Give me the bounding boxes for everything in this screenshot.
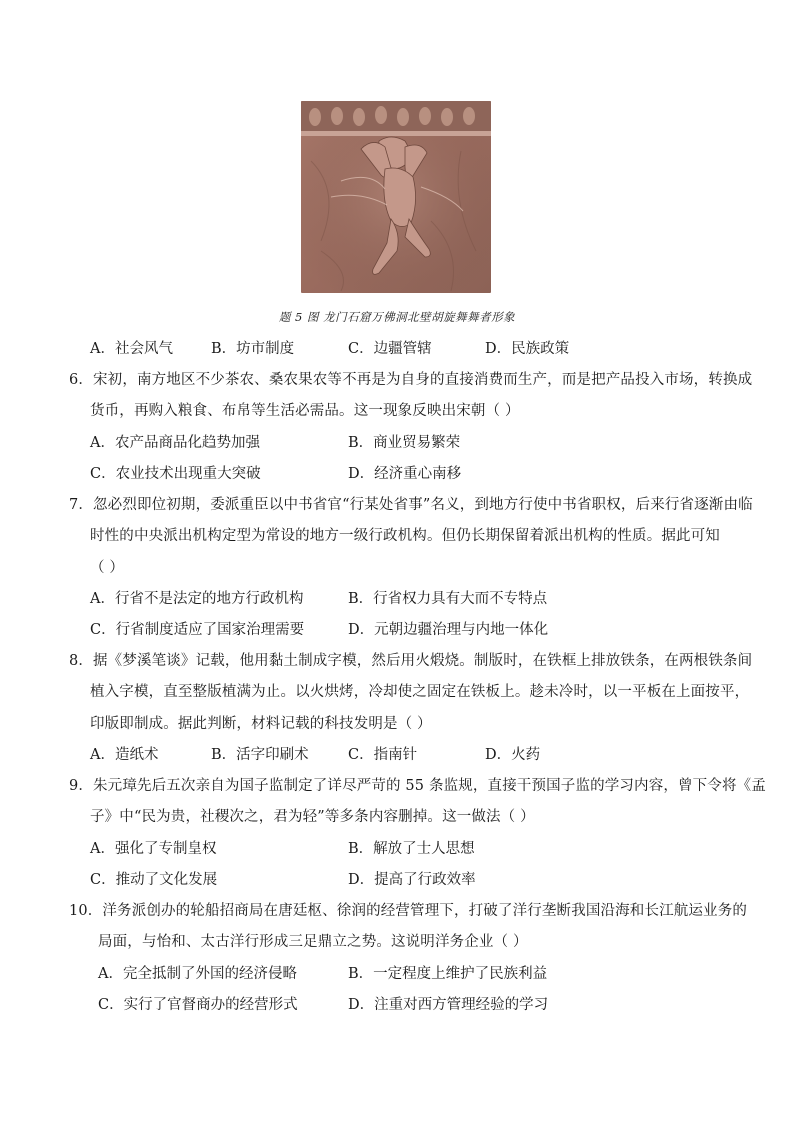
dancer-relief-image xyxy=(301,101,491,293)
q7-stem-line-1: 7．忽必烈即位初期，委派重臣以中书省官“行某处省事”名义，到地方行使中书省职权，后来行省逐渐由临 xyxy=(69,497,753,513)
q8-option-c: C．指南针 xyxy=(348,747,418,763)
q7-option-a: A．行省不是法定的地方行政机构 xyxy=(90,591,304,607)
q9-option-a: A．强化了专制皇权 xyxy=(90,841,217,857)
q6-stem-line-1: 6．宋初，南方地区不少茶农、桑农果农等不再是为自身的直接消费而生产，而是把产品投入市场，转换成 xyxy=(69,372,753,388)
q8-stem-line-1: 8．据《梦溪笔谈》记载，他用黏土制成字模，然后用火煅烧。制版时，在铁框上排放铁条，在两根铁条间 xyxy=(69,653,753,669)
q8-option-a: A．造纸术 xyxy=(90,747,159,763)
q10-stem-line-2: 局面，与怡和、太古洋行形成三足鼎立之势。这说明洋务企业（ ） xyxy=(98,934,528,950)
q6-option-c: C．农业技术出现重大突破 xyxy=(90,466,261,482)
q7-option-d: D．元朝边疆治理与内地一体化 xyxy=(348,622,549,638)
q10-option-a: A．完全抵制了外国的经济侵略 xyxy=(98,966,297,982)
q8-stem-line-3: 印版即制成。据此判断，材料记载的科技发明是（ ） xyxy=(90,716,432,732)
q8-stem-line-2: 植入字模，直至整版植满为止。以火烘烤，冷却使之固定在铁板上。趁未冷时，以一平板在上面按平， xyxy=(90,684,750,700)
q5-option-d: D．民族政策 xyxy=(485,341,570,357)
q5-option-b: B．坊市制度 xyxy=(211,341,295,357)
q9-stem-line-2: 子》中“民为贵，社稷次之，君为轻”等多条内容删掉。这一做法（ ） xyxy=(90,809,535,825)
q7-option-b: B．行省权力具有大而不专特点 xyxy=(348,591,548,607)
q9-option-c: C．推动了文化发展 xyxy=(90,872,218,888)
q5-option-c: C．边疆管辖 xyxy=(348,341,432,357)
q8-option-b: B．活字印刷术 xyxy=(211,747,309,763)
q7-option-c: C．行省制度适应了国家治理需要 xyxy=(90,622,305,638)
figure-caption: 题 5 图 龙门石窟万佛洞北壁胡旋舞舞者形象 xyxy=(278,310,516,324)
q10-option-b: B．一定程度上维护了民族利益 xyxy=(348,966,548,982)
q9-option-d: D．提高了行政效率 xyxy=(348,872,476,888)
q6-option-d: D．经济重心南移 xyxy=(348,466,462,482)
relief-photo xyxy=(301,101,491,293)
q7-stem-line-3: （ ） xyxy=(90,560,125,576)
q7-stem-line-2: 时性的中央派出机构定型为常设的地方一级行政机构。但仍长期保留着派出机构的性质。据此可知 xyxy=(90,528,720,544)
q10-option-d: D．注重对西方管理经验的学习 xyxy=(348,997,549,1013)
q6-option-a: A．农产品商品化趋势加强 xyxy=(90,435,260,451)
q6-stem-line-2: 货币，再购入粮食、布帛等生活必需品。这一现象反映出宋朝（ ） xyxy=(90,403,520,419)
q10-option-c: C．实行了官督商办的经营形式 xyxy=(98,997,298,1013)
q10-stem-line-1: 10．洋务派创办的轮船招商局在唐廷枢、徐润的经营管理下，打破了洋行垄断我国沿海和长江航运业务的 xyxy=(69,903,747,919)
q9-stem-line-1: 9．朱元璋先后五次亲自为国子监制定了详尽严苛的 55 条监规，直接干预国子监的学习内容，曾下令将《孟 xyxy=(69,778,766,794)
q9-option-b: B．解放了士人思想 xyxy=(348,841,475,857)
q6-option-b: B．商业贸易繁荣 xyxy=(348,435,461,451)
q5-option-a: A．社会风气 xyxy=(90,341,173,357)
q8-option-d: D．火药 xyxy=(485,747,541,763)
